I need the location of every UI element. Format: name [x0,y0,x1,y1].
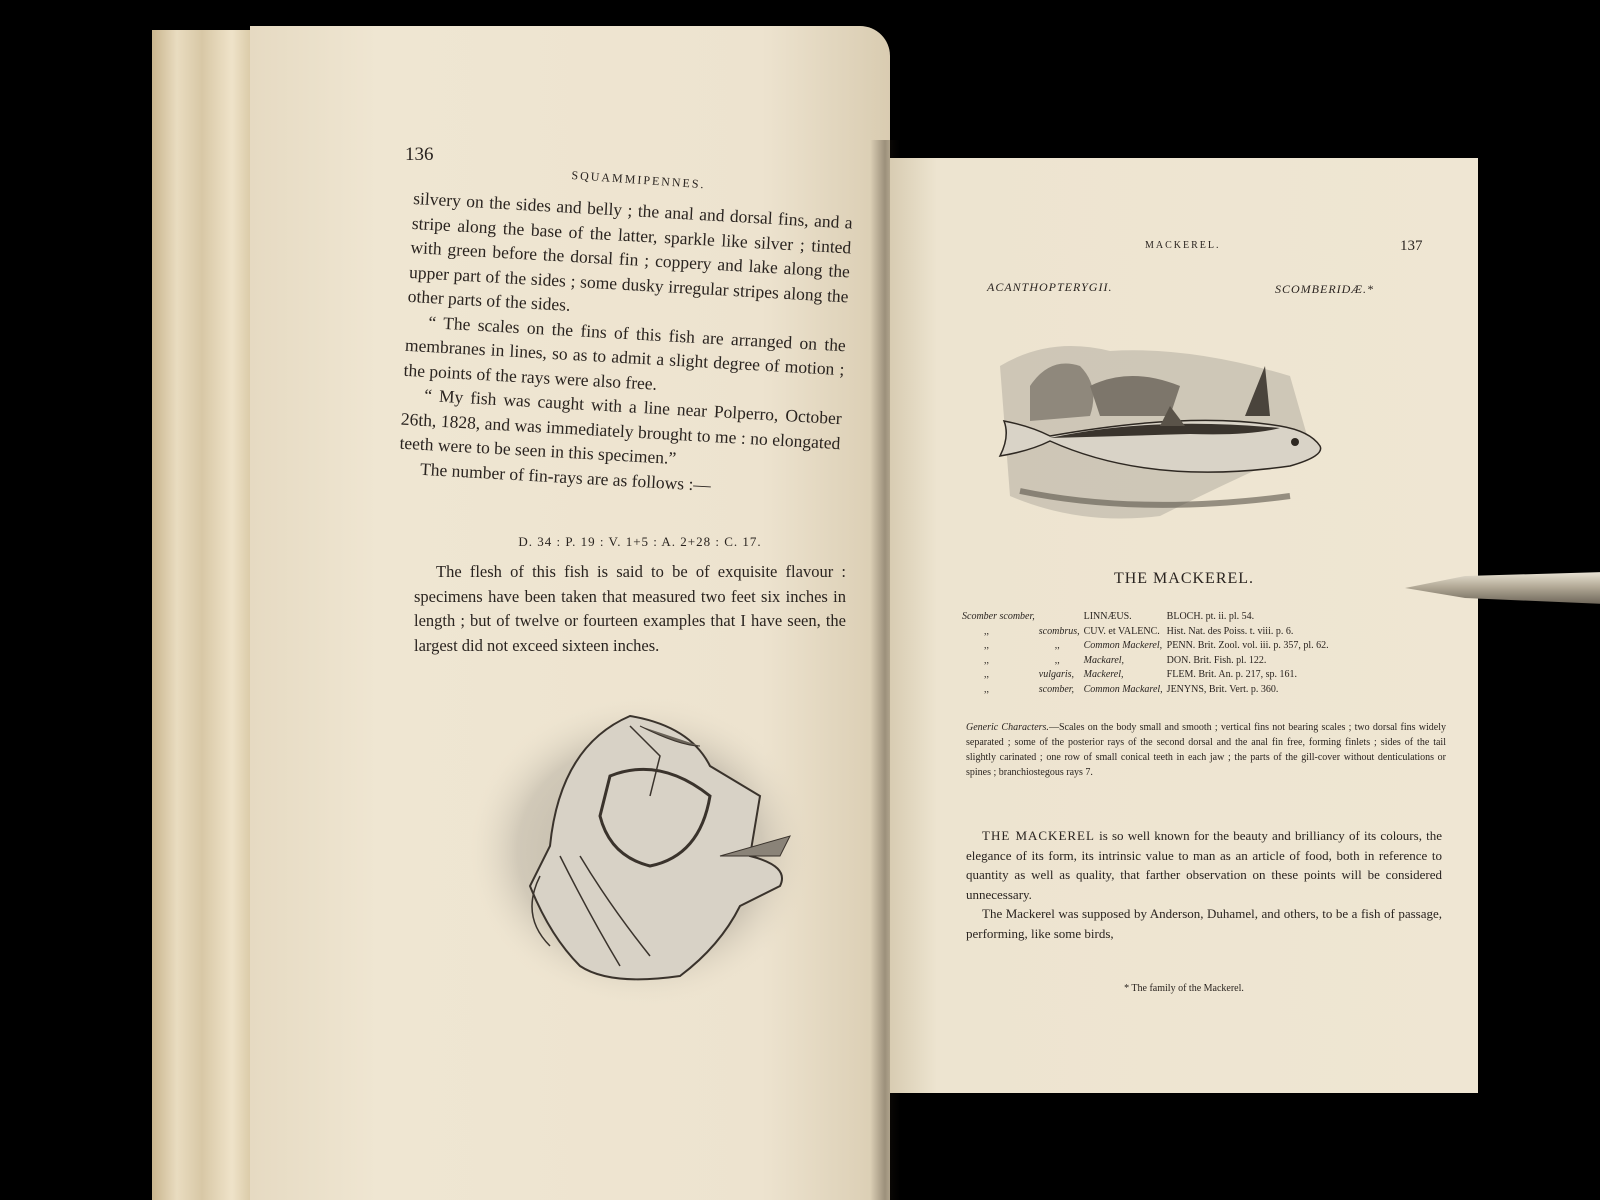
left-running-head: SQUAMMIPENNES. [571,168,707,192]
left-page-number: 136 [405,144,434,165]
synonym-reference: PENN. Brit. Zool. vol. iii. p. 357, pl. 62. [1166,640,1329,651]
synonym-name: Common Mackerel, [1083,640,1163,651]
synonym-genus: ,, [984,654,989,666]
synonym-reference: Hist. Nat. des Poiss. t. viii. p. 6. [1166,625,1294,637]
synonym-species [1039,610,1084,625]
left-closing-text [414,560,846,658]
synonym-row [962,654,1333,669]
species-title: THE MACKEREL. [1113,570,1255,587]
right-page [890,158,1478,1093]
synonym-genus: ,, [984,625,989,637]
synonym-genus: ,, [984,683,989,695]
synonym-row [962,610,1333,625]
synonym-reference: FLEM. Brit. An. p. 217, sp. 161. [1166,669,1297,680]
synonym-genus: Scomber scomber, [962,611,1035,622]
left-closing-paragraph: The flesh of this fish is said to be of exquisite flavour : specimens have been taken that measured two feet six inches in length ; but of twelve or fourteen examples that I have seen, the largest did not exceed sixteen inches. [414,562,846,655]
left-paragraph-3: “ My fish was caught with a line near Polperro, October 26th, 1828, and was immediately brought to me : no elongated teeth were to be seen in this specimen.” [399,384,843,469]
right-paragraph-1 [966,826,1442,904]
synonym-name: Mackerel, [1083,669,1124,680]
synonym-species: ,, [1054,640,1060,651]
pen-pointer [1405,570,1600,606]
right-paragraph-2: The Mackerel was supposed by Anderson, Duhamel, and others, to be a fish of passage, performing, like some birds, [966,906,1442,941]
generic-characters-label: Generic Characters. [966,722,1049,733]
right-page-number: 137 [1400,238,1423,254]
left-paragraph-1: silvery on the sides and belly ; the anal and dorsal fins, and a stripe along the base of the latter, sparkle like silver ; tinted with green before the dorsal fin ; coppery and lake along the upper part of the sides ; some dusky irregular stripes along the other parts of the sides. [407,187,854,315]
book-page-edges [152,30,252,1200]
synonym-genus: ,, [984,640,989,651]
synonym-row [962,625,1333,640]
left-body-text [398,186,854,504]
synonym-reference: BLOCH. pt. ii. pl. 54. [1166,611,1255,622]
left-paragraph-4: The number of fin-rays are as follows :— [419,458,712,495]
generic-characters-text: —Scales on the body small and smooth ; vertical fins not bearing scales ; two dorsal fins widely separated ; some of the posterior rays of the second dorsal and the anal fin free, forming finlets ; sides of the tail slightly carinated ; one row of small conical teeth in each jaw ; the parts of the gill-cover without denticulations or spines ; branchiostegous rays 7. [966,722,1446,778]
synonym-genus: ,, [984,669,989,680]
left-page [250,26,890,1200]
order-label: ACANTHOPTERYGII. [987,280,1113,294]
right-running-head: MACKEREL. [1145,240,1221,251]
mackerel-engraving [990,326,1340,541]
synonym-row [962,683,1333,698]
synonym-reference: DON. Brit. Fish. pl. 122. [1166,654,1267,666]
synonym-row [962,639,1333,654]
body-lead: THE MACKEREL [982,828,1095,843]
generic-characters [966,720,1446,780]
synonym-species: ,, [1054,654,1060,666]
synonym-name: Mackarel, [1083,654,1125,666]
synonym-reference: JENYNS, Brit. Vert. p. 360. [1166,683,1279,695]
synonym-species: scomber, [1038,683,1075,695]
synonym-species: scombrus, [1038,625,1080,637]
right-body-text [966,826,1442,943]
synonym-name: LINNÆUS. [1083,611,1132,622]
left-paragraph-2: “ The scales on the fins of this fish are arranged on the membranes in lines, so as to admit a slight degree of motion ; the points of the rays were also free. [403,311,847,394]
synonym-species: vulgaris, [1038,669,1075,680]
fish-skull-engraving [460,686,820,1016]
fin-ray-formula: D. 34 : P. 19 : V. 1+5 : A. 2+28 : C. 17. [518,534,762,549]
synonymy-table [962,610,1333,697]
synonym-row [962,668,1333,683]
right-paragraph-1-text: is so well known for the beauty and brilliancy of its colours, the elegance of its form, its intrinsic value to man as an article of food, both in reference to quantity as well as quality, that farther observation on these points will be considered unnecessary. [966,828,1442,902]
footnote: * The family of the Mackerel. [1124,983,1244,994]
synonym-name: Common Mackarel, [1083,683,1163,695]
family-label: SCOMBERIDÆ.* [1275,282,1374,296]
synonym-name: CUV. et VALENC. [1083,625,1160,637]
